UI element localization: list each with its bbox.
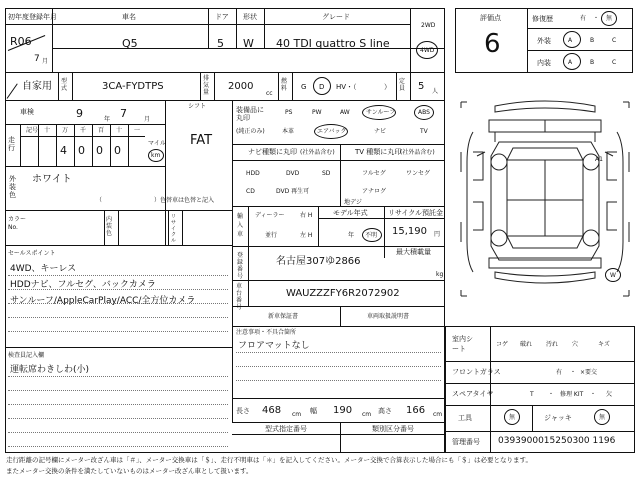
equipment-item: サンルーフ [366,109,396,116]
tv-sub: (社外品含む) [400,149,435,156]
drive-2wd: 2WD [421,22,436,29]
fuel-g: G [301,83,307,91]
nav-label: ナビ種類に丸印 [248,148,297,156]
length-value: 468 [262,405,282,416]
length-label: 長さ [236,407,250,415]
interior-color-label: 内装色 [106,216,113,237]
notes-value: フロアマットなし [238,341,310,351]
class-code-label: 類別区分番号 [372,425,414,433]
capacity-value: 5 [418,81,425,92]
mileage-digit-label: 十 [44,127,51,134]
equipment-sub: (純正のみ) [236,128,265,135]
mileage-digit-label: 十 [116,127,123,134]
width-value: 190 [333,405,353,416]
nav-item: DVD [286,170,300,177]
sales-point-line: HDDナビ、フルセグ、バックカメラ [10,280,156,290]
spare-label: スペアタイヤ [452,390,494,398]
mileage-label: 走行 [8,136,15,152]
sales-point-line: サンルーフ/AppleCarPlay/ACC/全方位カメラ [10,296,196,306]
height-value: 166 [406,405,426,416]
equipment-item: 本革 [282,128,295,135]
damage-w: W [610,272,616,279]
nav-sub: (社外品含む) [300,149,335,156]
interior-grade: C [612,59,617,66]
import-right: 右 H [300,212,313,219]
glass-item: ・ [570,369,577,376]
mileage-digit: 0 [114,144,121,157]
tools-label: 工具 [458,414,472,422]
mileage-digit-label: 万 [62,127,69,134]
yen-unit: 円 [434,231,441,238]
score-label: 評価点 [480,14,501,22]
exterior-value: ホワイト [32,174,72,185]
sunroof-circle [362,105,396,120]
sales-point-label: セールスポイント [8,250,56,257]
spare-item: T [530,391,534,398]
import-left: 左 H [300,232,313,239]
first-reg-value: R06 [10,35,32,48]
first-reg-label: 初年度登録年月 [8,13,57,21]
grade-value: 40 TDI quattro S line [276,37,390,50]
glass-label: フロントガラス [452,368,501,376]
capacity-unit: 人 [432,88,439,95]
tools-value: 無 [509,414,516,421]
seat-item: 穴 [572,341,579,348]
nav-item: HDD [246,170,260,177]
equipment-item: ナビ [374,128,387,135]
equipment-item: ABS [418,109,430,116]
footer-line1: 走行距離の記号欄にメーター改ざん車は「＃」、メーター交換車は「＄」、走行不明車は「＊」を記入してください。メーター交換で合算表示した場合にも「＄」は必要となります。 [6,456,532,464]
glass-item: ×要交 [580,369,598,376]
notes-label: 注意事項・不具合箇所 [236,329,297,336]
car-outline-svg [455,92,635,322]
inspector-label: 検査員記入欄 [8,352,45,359]
model-year-unit: 年 [348,232,355,239]
inspection-month-unit: 月 [144,116,151,123]
nav-item: SD [322,170,331,177]
tv-label: TV 種類に丸印 [355,148,402,156]
mileage-digit-label: 一 [134,127,141,134]
abs-circle [414,105,434,120]
score-exterior-label: 外装 [537,37,551,45]
mile-label: マイル [148,140,166,147]
tv-item: フルセグ [362,170,386,177]
equipment-label: 装備品に丸印 [236,106,264,122]
mileage-digit: 0 [96,144,103,157]
registration-value: 名古屋307ゆ2866 [276,256,361,267]
repair-no: 無 [606,15,613,22]
fuel-d: D [319,83,325,91]
model-code-label: 型式指定番号 [265,425,307,433]
seat-item: 汚れ [546,341,559,348]
tv-item: 地デジ [344,199,362,206]
airbag-circle [314,124,348,139]
mileage-digit: 0 [78,144,85,157]
type-label: 型式 [61,78,68,92]
nav-item: CD [246,188,255,195]
shape-label: 形状 [243,13,257,21]
recycle-deposit-value: 15,190 [392,226,427,237]
jack-value: 無 [599,414,606,421]
exterior-label: 外装色 [9,175,16,199]
mileage-digit-label: 百 [98,127,105,134]
exterior-grade: B [590,37,595,44]
seat-item: キズ [598,341,610,348]
car-name-label: 車名 [122,13,136,21]
type-value: 3CA-FYDTPS [102,81,164,92]
inspection-year: 9 [76,107,83,120]
seat-item: 破れ [520,341,533,348]
import-label: 輸入車 [237,213,244,238]
height-label: 高さ [378,407,392,415]
footer-line2: またメーター交換の条件を満たしていないものはメーター改ざん車として扱います。 [6,467,253,475]
use-value: 自家用 [22,81,52,92]
nav-item: DVD 再生可 [276,188,310,195]
spare-item: 修理 KIT [560,391,584,398]
interior-grade: A [568,59,573,66]
recycle-deposit-label: リサイクル預託金 [388,209,444,217]
color-label: カラー [8,216,27,223]
recycle-short-label: リサイクル [171,214,177,244]
spare-item: ・ [590,391,597,398]
chassis-value: WAUZZZFY6R2072902 [286,288,400,299]
new-car-warranty: 新車保証書 [268,313,299,320]
grade-label: グレード [322,13,350,21]
sales-point-line: 4WD、キーレス [10,264,77,274]
equipment-item: エアバック [317,128,347,135]
inspection-year-unit: 年 [104,116,111,123]
car-name-value: Q5 [122,37,138,50]
fuel-close: ） [384,83,391,91]
equipment-item: PW [312,109,322,116]
km-label: km [151,152,161,159]
seat-label: 室内シート [452,335,473,353]
height-unit: cm [433,411,443,418]
mileage-digit-label: 千 [80,127,87,134]
length-unit: cm [292,411,302,418]
width-unit: cm [362,411,372,418]
equipment-item: PS [285,109,293,116]
inspection-month: 7 [120,107,127,120]
chassis-label: 車台番号 [236,283,243,311]
exterior-note: ）色替車は色替と記入 [154,197,215,204]
equipment-item: AW [340,109,350,116]
car-diagram [455,92,635,322]
first-reg-month-unit: 月 [42,58,49,65]
seat-item: コゲ [496,341,509,348]
doors-label: ドア [215,13,229,21]
fuel-label: 燃料 [281,78,288,92]
mileage-digit: 4 [60,144,67,157]
spare-item: ・ [548,391,555,398]
import-parallel: 並行 [265,232,278,239]
fuel-hv: HV・（ [336,83,357,91]
mgmt-label: 管理番号 [452,438,480,446]
manual-label: 車両取扱説明書 [367,313,410,320]
displacement-value: 2000 [228,81,254,92]
jack-label: ジャッキ [544,414,572,422]
model-year-label: モデル年式 [333,209,368,217]
exterior-note-open: （ [96,197,103,204]
first-reg-month: 7 [34,54,40,64]
model-year-unknown: 不明 [365,232,378,239]
mileage-digit-label: 記号 [26,127,39,134]
shift-value: FAT [190,133,213,148]
repair-label: 修復歴 [532,15,553,23]
capacity-label: 定員 [399,78,406,92]
score-interior-label: 内装 [537,59,551,67]
tv-item: ワンセグ [406,170,431,177]
shift-label: シフト [188,103,207,110]
shape-value: W [243,37,254,50]
width-label: 幅 [310,407,317,415]
exterior-grade: A [568,37,573,44]
mgmt-value: 0393900015250300 1196 [498,436,616,446]
cc-unit: cc [266,90,273,97]
damage-a1: A1 [595,156,603,163]
tv-item: アナログ [362,188,387,195]
inspection-label: 車検 [20,108,34,116]
score-value: 6 [484,29,501,59]
registration-label: 登録番号 [237,252,244,280]
kg-unit: kg [436,271,444,278]
spare-item: 欠 [606,391,613,398]
interior-grade: B [590,59,595,66]
equipment-item: TV [420,128,428,135]
doors-value: 5 [217,37,224,50]
max-load-label: 最大積載量 [396,248,431,256]
displacement-label: 排気量 [203,75,210,96]
color-no-label: No. [8,224,18,231]
glass-item: 有 [556,369,563,376]
exterior-grade: C [612,37,617,44]
import-dealer: ディーラー [255,212,285,219]
drive-4wd: 4WD [420,47,435,54]
repair-yes: 有 [580,15,587,22]
inspector-value: 運転席わきしわ(小) [10,365,90,375]
